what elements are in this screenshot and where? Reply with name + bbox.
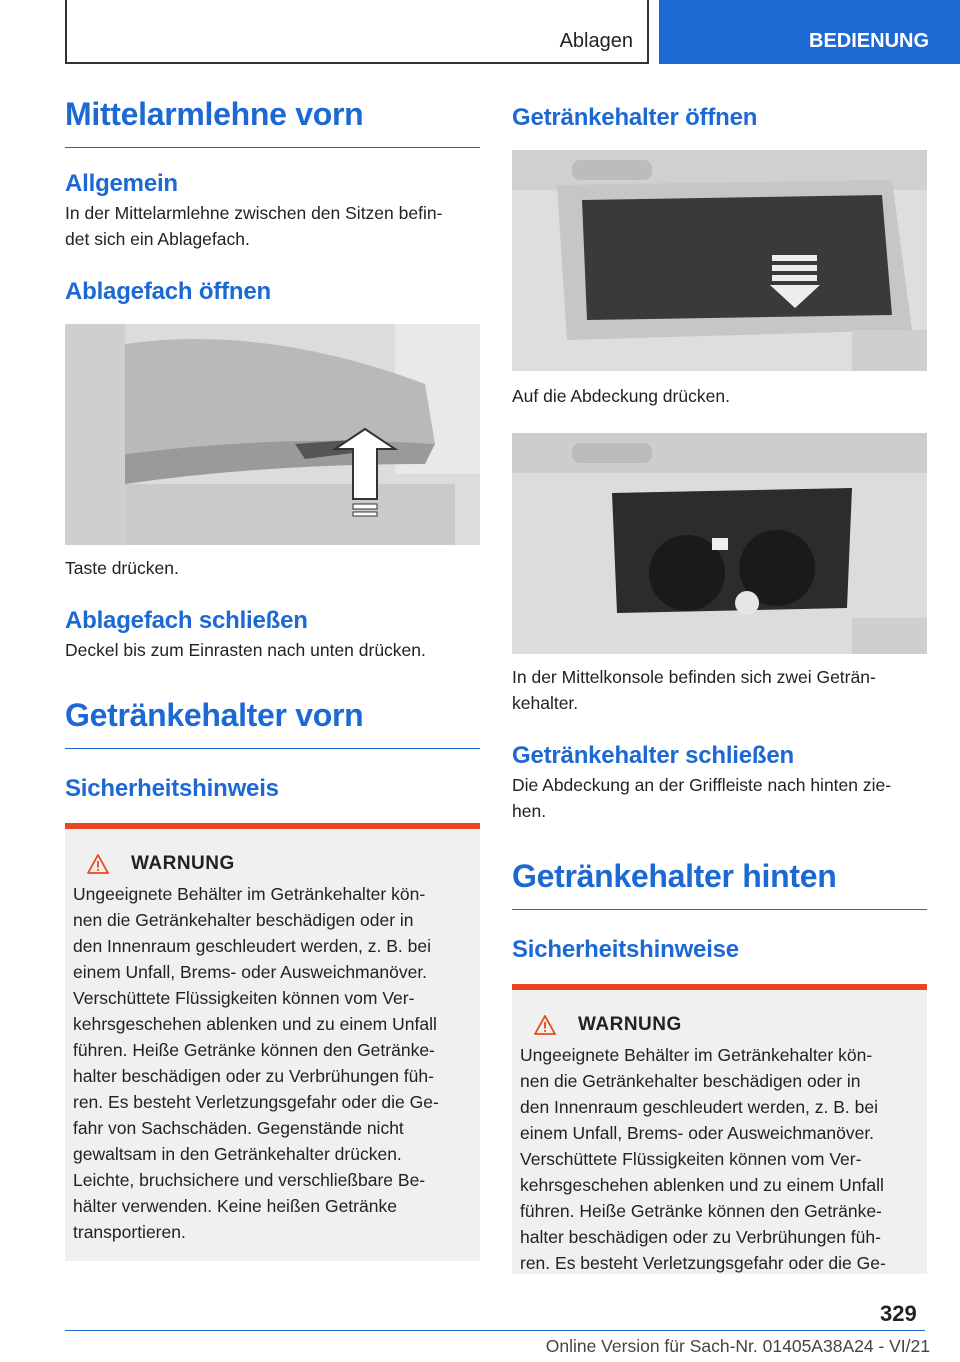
heading-open-compartment: Ablagefach öffnen [65,278,271,305]
heading-rule [512,909,927,910]
paragraph-close-compartment: Deckel bis zum Einrasten nach unten drücken. [65,640,426,660]
heading-armrest: Mittelarmlehne vorn [65,96,364,132]
heading-rule [65,147,480,148]
heading-rear-cupholder: Getränkehalter hinten [512,858,837,894]
header-section-label: Ablagen [559,30,633,52]
caption-press-button: Taste drücken. [65,558,179,578]
heading-front-cupholder: Getränkehalter vorn [65,697,364,733]
caption-press-cover: Auf die Abdeckung drücken. [512,386,730,406]
warning-title: WARNUNG [578,1014,682,1035]
heading-rule [65,748,480,749]
header-chapter-label: BEDIENUNG [809,30,930,52]
heading-safety-note: Sicherheitshinweis [65,775,279,802]
warning-title: WARNUNG [131,853,235,874]
paragraph-general: In der Mittelarmlehne zwischen den Sitzen befin- det sich ein Ablagefach. [65,203,443,249]
header-chapter-tab [659,0,960,64]
header-section-tab [65,0,649,64]
heading-general: Allgemein [65,170,178,197]
warning-triangle-icon [534,1015,556,1035]
heading-close-compartment: Ablagefach schließen [65,607,308,634]
warning-header [534,1014,919,1036]
footer-online-version: Online Version für Sach-Nr. 01405A38A24 - VI/21 [545,1336,930,1356]
paragraph-close-cupholder: Die Abdeckung an der Griffleiste nach hinten zie- hen. [512,775,892,821]
open-cupholders-image [512,433,927,654]
armrest-image [65,324,480,545]
warning-box [512,984,927,1274]
cupholder-cover-image [512,150,927,371]
heading-safety-notes: Sicherheitshinweise [512,936,739,963]
left-column [65,96,480,1261]
caption-two-cupholders: In der Mittelkonsole befinden sich zwei Geträn- kehalter. [512,667,876,713]
heading-open-cupholder: Getränkehalter öffnen [512,104,758,131]
right-column [512,104,927,1274]
footer-rule [65,1330,925,1331]
warning-box [65,823,480,1261]
heading-close-cupholder: Getränkehalter schließen [512,742,794,769]
warning-triangle-icon [87,854,109,874]
warning-text: Ungeeignete Behälter im Getränkehalter kön- nen die Getränkehalter beschädigen oder in den Innenraum geschleudert werden, z. B. bei einem Unfall, Brems- oder Ausweichmanöver. Verschüttete Flüssigkeiten können vom Ver- kehrsgeschehen ablenken und zu einem Unfall führen. Heiße Getränke können den Getränke- halter beschädigen oder zu Verbrühungen füh- ren. Es besteht Verletzungsgefahr oder die Ge- fahr von Sachschäden. Gegenstände nicht gewaltsam in den Getränkehalter drücken. Leichte, bruchsichere und verschließbare Be- hälter verwenden. Keine heißen Getränke transportieren. [73,884,439,1242]
page-number: 329 [880,1301,917,1326]
warning-text: Ungeeignete Behälter im Getränkehalter kön- nen die Getränkehalter beschädigen oder in den Innenraum geschleudert werden, z. B. bei einem Unfall, Brems- oder Ausweichmanöver. Verschüttete Flüssigkeiten können vom Ver- kehrsgeschehen ablenken und zu einem Unfall führen. Heiße Getränke können den Getränke- halter beschädigen oder zu Verbrühungen füh- ren. Es besteht Verletzungsgefahr oder die Ge- [520,1045,886,1273]
warning-header [87,853,472,875]
